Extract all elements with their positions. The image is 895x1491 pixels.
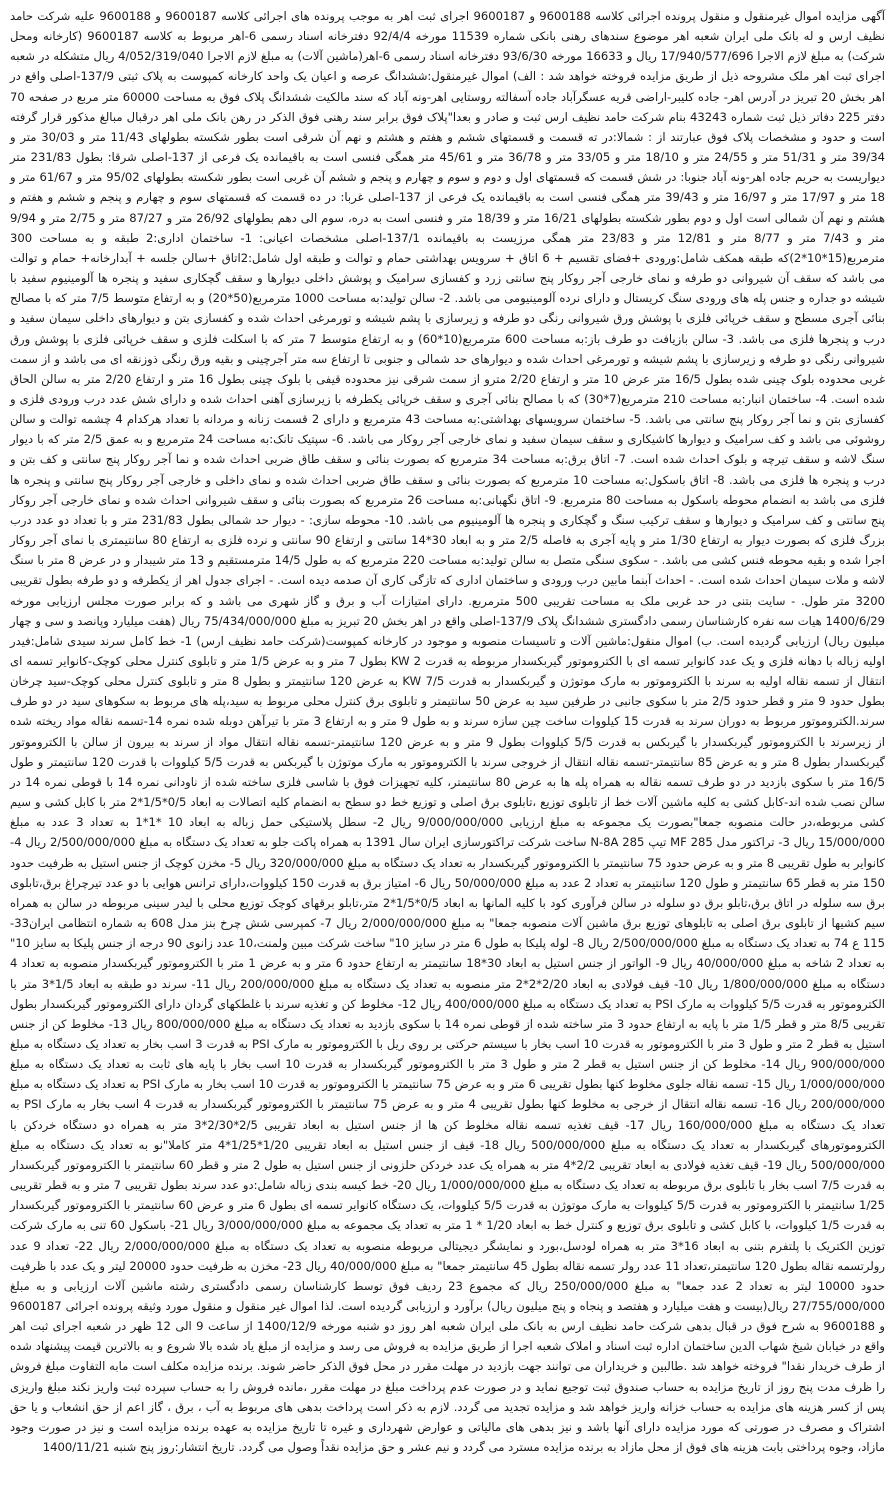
auction-notice-body: آگهی مزایده اموال غیرمنقول و منقول پرونده اجرائی کلاسه 9600188 و 9600187 اجرای ثبت اهر به موجب پرونده های اجرائی کلاسه 9600187 و 9600188 علیه شرکت حامد نظیف ارس و له بانک ملی ایران شعبه اهر موضوع سندهای رهنی بانکی شماره 11539 مورخه 92/4/4 دفترخانه اسناد رسمی 6-اهر مربوط به کلاسه 9600187 (کارخانه ومحل شرکت) به مبلغ لازم الاجرا 17/940/577/696 ریال و 16633 مورخه 93/6/30 دفترخانه اسناد رسمی 6-اهر(ماشین آلات) به مبلغ لازم الاجرا 4/052/319/040 ریال متشکله در شعبه اجرای ثبت اهر ملک مشروحه ذیل از طریق مزایده فروخته خواهد شد : الف) اموال غیرمنقول:ششدانگ عرصه و اعیان یک واحد کارخانه کمپوست به پلاک ثبتی 137/9-اصلی واقع در اهر بخش 20 تبریز در آدرس اهر- جاده کلیبر-اراضی قریه عسگرآباد جاده آسفالته روستایی اهر-ونه آباد که سند مالکیت ششدانگ پلاک فوق به مساحت 60000 متر مربع در صفحه 70 دفتر 225 دفاتر ذیل ثبت شماره 43243 بنام شرکت حامد نظیف ارس ثبت و صادر و بعدا"پلاک فوق برابر سند رهنی فوق الذکر در رهن بانک ملی اهر درقبال مبالغ مذکور قرار گرفته است و حدود و مشخصات پلاک فوق عبارتند از : شمالا:در ته قسمت و قسمتهای ششم و هفتم و هشتم و نهم آن شرقی است بطور شکسته بطولهای 11/43 متر و 30/03 متر و 39/34 متر و 51/31 متر و 24/55 متر و 18/10 متر و 33/05 متر و 36/78 متر و 45/61 متر همگی فنسی است به باقیمانده یک فرعی از 137-اصلی شرقا: بطول 231/83 متر دیواریست به حریم جاده اهر-ونه آباد جنوبا: در شش قسمت که قسمتهای اول و دوم و سوم و چهارم و پنجم و ششم آن غربی است بطور شکسته بطولهای 95/02 متر و 61/67 متر و 18 متر و 17/97 متر و 16/97 متر و 39/43 متر همگی فنسی است به باقیمانده یک فرعی از 137-اصلی غربا: در ده قسمت که قسمتهای سوم و چهارم و پنجم و ششم و هفتم و هشتم و نهم آن شمالی است اول و دوم بطور شکسته بطولهای 16/21 متر و 18/39 متر و فنسی است به دره، سوم الی دهم بطولهای 26/92 متر و 87/27 متر و 2/75 متر و 9/94 متر و 7/43 متر و 8/77 متر و 12/81 متر و 23/83 متر همگی مرزیست به باقیمانده 137/1-اصلی مشخصات اعیانی: 1- ساختمان اداری:2 طبقه و به مساحت 300 مترمربع(15*10*2)که طبقه همکف شامل:ورودی +فضای تقسیم + 6 اتاق + سرویس بهداشتی حمام و توالت و طبقه اول شامل:2اتاق +سالن جلسه + آبدارخانه+ حمام و توالت می باشد که سقف آن شیروانی دو طرفه و نمای خارجی آجر روکار پنج سانتی زرد و کفسازی سرامیک و پوشش داخلی دیوارها و سقف گچکاری سفید و پنجره ها آلومینیوم سفید با شیشه دو جداره و جنس پله های ورودی سنگ کریستال و دارای نرده آلومینیومی می باشد. 2- سالن تولید:به مساحت 1000 مترمربع(50*20) و به ارتفاع متوسط 7/5 متر که با مصالح بنائی آجری مسطح و سقف خرپائی فلزی با پوشش ورق شیروانی رنگی دو طرفه و زیرسازی با پشم شیشه و تورمرغی احداث شده و کفسازی بتن و دیوارهای داخلی سیمان سفید و درب و پنجرها فلزی می باشد. 3- سالن بازیافت دو طرف باز:به مساحت 600 مترمربع(10*60) و به ارتفاع متوسط 7 متر که با اسکلت فلزی و سقف خرپائی فلزی با پوشش ورق شیروانی رنگی دو طرفه و زیرسازی با پشم شیشه و تورمرغی احداث شده و دیوارهای حد شمالی و جنوبی تا ارتفاع سه متر آجرچینی و بقیه ورق رنگی ذوزنقه ای می باشد و از سمت غربی محدوده بلوک چینی شده بطول 16/5 متر عرض 10 متر و ارتفاع 2/20 مترو از سمت شرقی نیز محدوده قیفی با بلوک چینی بطول 16 متر و ارتفاع 2/20 متر به سالن الحاق شده است. 4- ساختمان انبار:به مساحت 210 مترمربع(7*30) که با مصالح بنائی آجری و سقف خرپائی یکطرفه با زیرسازی آهنی احداث شده و دارای شش عدد درب ورودی فلزی و کفسازی بتن و نما آجر روکار پنج سانتی می باشد. 5- ساختمان سرویسهای بهداشتی:به مساحت 43 مترمربع و دارای 2 قسمت زنانه و مردانه با تعداد هرکدام 4 چشمه توالت و سالن روشوئی می باشد و کف سرامیک و دیوارها کاشیکاری و سقف سیمان سفید و نمای خارجی آجر روکار می باشد. 6- سپتیک تانک:به مساحت 24 مترمربع و به عمق 2/5 متر که با دیوار سنگ لاشه و سقف تیرچه و بلوک احداث شده است. 7- اتاق برق:به مساحت 34 مترمربع که بصورت بنائی و سقف طاق ضربی احداث شده و نما آجر روکار پنج سانتی و کف بتن و درب و پنجره ها فلزی می باشد. 8- اتاق باسکول:به مساحت 10 مترمربع که بصورت بنائی و سقف طاق ضربی احداث شده و نمای داخلی و خارجی آجر روکار پنج سانتی و پنجره ها فلزی می باشد به انضمام محوطه باسکول به مساحت 80 مترمربع. 9- اتاق نگهبانی:به مساحت 26 مترمربع که بصورت بنائی و سقف شیروانی احداث شده و نمای خارجی آجر روکار پنج سانتی و کف سرامیک و دیوارها و سقف ترکیب سنگ و گچکاری و پنجره ها آلومینیوم می باشد. 10- محوطه سازی: - دیوار حد شمالی بطول 231/83 متر و با تعداد دو عدد درب بزرگ فلزی که بصورت دیوار به ارتفاع 1/30 متر و پایه آجری به فاصله 2/5 متر و به ابعاد 30*14 سانتی و ارتفاع 90 سانتی و نرده فلزی به ارتفاع 80 سانتیمتری با نمای آجر روکار اجرا شده و بقیه محوطه فنس کشی می باشد. - سکوی سنگی متصل به سالن تولید:به مساحت 220 مترمربع که به طول 14/5 مترمستقیم و 13 متر شیبدار و در عرض 8 متر با سنگ لاشه و ملات سیمان احداث شده است. - احداث آبنما مابین درب ورودی و ساختمان اداری که تازگی کاری آن صدمه دیده است. - اجرای جدول اهر از یکطرفه و دو طرفه بطول تقریبی 3200 متر طول. - سایت بتنی در حد غربی ملک به مساحت تقریبی 500 مترمربع. دارای امتیازات آب و برق و گاز شهری می باشد و که برابر صورت مجلس ارزیابی مورخه 1400/6/29 هیات سه نفره کارشناسان رسمی دادگستری ششدانگ پلاک 137/9-اصلی واقع در اهر بخش 20 تبریز به مبلغ 75/434/000/000 ریال (هفت میلیارد وپانصد و سی و چهار میلیون ریال) ارزیابی گردیده است. ب) اموال منقول:ماشین آلات و تاسیسات منصوبه و موجود در کارخانه کمپوست(شرکت حامد نظیف ارس) 1- خط کامل سرند سیدی شامل:فیدر اولیه زباله با دهانه فلزی و یک عدد کانوایر تسمه ای با الکتروموتور گیربکسدار مربوطه به قدرت 2 KW بطول 7 متر و به عرض 1/5 متر و تابلوی کنترل محلی کوچک-کانوایر تسمه ای انتقال از تسمه نقاله اولیه به سرند با الکتروموتور به مارک موتوژن و گیربکسدار به قدرت 7/5 KW به عرض 120 سانتیمتر و بطول 8 متر و تابلوی کنترل محلی کوچک-سید چرخان بطول حدود 9 متر و قطر حدود 2/5 متر با سکوی جانبی در طرفین سید به عرض 50 سانتیمتر و تابلوی برق کنترل محلی مربوط به سید،پله های مربوط به سکوهای سید در دو طرف سرند.الکتروموتور مربوط به دوران سرند به قدرت 15 کیلووات ساخت چین سازه سرند و به طول 9 متر و به ارتفاع 3 متر با تیرآهن دوبله شده نمره 14-تسمه نقاله مواد ریخته شده از زیرسرند با الکتروموتور گیربکسدار با گیربکس به قدرت 5/5 کیلووات بطول 9 متر و به عرض 120 سانتیمتر-تسمه نقاله انتقال مواد از سرند به بیرون از سالن با الکتروموتور گیربکسدار بطول 8 متر و به عرض 85 سانتیمتر-تسمه نقاله انتقال از خروجی سرند با الکتروموتور به مارک موتوژن با گیربکس به قدرت 5/5 کیلووات با قدرت 120 سانتیمتر و طول 16/5 متر با سکوی بازدید در دو طرف تسمه نقاله به همراه پله ها به عرض 80 سانتیمتر، کلیه تجهیزات فوق با شاسی فلزی ساخته شده از ناودانی نمره 14 با قوطی نمره 14 در سالن نصب شده اند-کابل کشی به کلیه ماشین آلات خط از تابلوی توزیع ،تابلوی برق اصلی و توزیع خط دو سطح به انضمام کلیه اتصالات به ابعاد 0/5*1/5*2 متر با کابل کشی و سیم کشی مربوطه،در حالت منصوبه جمعا"بصورت یک مجموعه به مبلغ ارزیابی 9/000/000/000 ریال 2- سطل پلاستیکی حمل زباله به ابعاد 10 *1*1 به تعداد 3 عدد به مبلغ 15/000/000 ریال 3- تراکتور مدل MF 285 تیپ N-8A 285 ساخت شرکت تراکتورسازی ایران سال 1391 به همراه پاکت جلو به تعداد یک دستگاه به مبلغ 2/500/000/000 ریال 4- کانوایر به طول تقریبی 8 متر و به عرض حدود 75 سانتیمتر با الکتروموتور گیربکسدار به تعداد یک دستگاه به مبلغ 320/000/000 ریال 5- مخزن کوچک از جنس استیل به ظرفیت حدود 150 متر به قطر 65 سانتیمتر و طول 120 سانتیمتر به تعداد 2 عدد به مبلغ 50/000/000 ریال 6- امتیاز برق به قدرت 150 کیلووات،دارای ترانس هوایی با دو عدد تیرچراغ برق،تابلوی برق سه سلوله در اتاق برق،تابلو برق دو سلوله در سالن فرآوری کود با کلیه المانها به ابعاد 0/5*1/5*2 متر،تابلو برقهای کوچک توزیع محلی با لیدر سینی مربوطه در سالن به همراه سیم کشیها از تابلوی برق اصلی به تابلوهای توزیع برق ماشین آلات منصوبه جمعا" به مبلغ 2/000/000/000 ریال 7- کمپرسی شش چرخ بنز مدل 608 به شماره انتظامی ایران33-115 ع 74 به تعداد یک دستگاه به مبلغ 2/500/000/000 ریال 8- لوله پلیکا به طول 6 متر در سایز 10" ساخت شرکت مبین ولمنت،10 عدد زانوی 90 درجه از جنس پلیکا به سایز 10" به تعداد 2 شاخه به مبلغ 40/000/000 ریال 9- الواتور از جنس استیل به ابعاد 30*18 سانتیمتر به ارتفاع حدود 6 متر و به عرض 1 متر با الکتروموتور گیربکسدار منصوبه به تعداد 4 دستگاه به مبلغ 1/800/000/000 ریال 10- قیف فولادی به ابعاد 2/20*2*2 متر منصوبه به تعداد یک دستگاه به مبلغ 200/000/000 ریال 11- سرند دو طبقه به ابعاد 1/5*3 متر با الکتروموتور به قدرت 5/5 کیلووات به مارک PSI به تعداد یک دستگاه به مبلغ 400/000/000 ریال 12- مخلوط کن و تغذیه سرند با غلطکهای گردان دارای الکتروموتور گیربکسدار بطول تقریبی 8/5 متر و قطر 1/5 متر با پایه به ارتفاع حدود 3 متر ساخته شده از قوطی نمره 14 با سکوی بازدید به تعداد یک دستگاه به مبلغ 800/000/000 ریال 13- مخلوط کن از جنس استیل به قطر 2 متر و طول 3 متر با الکتروموتور به قدرت 10 اسب بخار با سیستم حرکتی بر روی ریل با الکتروموتور به مارک PSI به قدرت 3 اسب بخار به تعداد یک دستگاه به مبلغ 900/000/000 ریال 14- مخلوط کن از جنس استیل به قطر 2 متر و طول 3 متر با الکتروموتور گیربکسدار به قدرت 10 اسب بخار با پایه های ثابت به تعداد یک دستگاه به مبلغ 1/000/000/000 ریال 15- تسمه نقاله جلوی مخلوط کنها بطول تقریبی 6 متر و به عرض 75 سانتیمتر با الکتروموتور به قدرت 10 اسب بخار به مارک PSI به تعداد یک دستگاه به مبلغ 200/000/000 ریال 16- تسمه نقاله انتقال از خرجی به مخلوط کنها بطول تقریبی 4 متر و به عرض 75 سانتیمتر با الکتروموتور گیربکسدار به قدرت 4 اسب بخار به مارک PSI به تعداد یک دستگاه به مبلغ 160/000/000 ریال 17- قیف تغذیه تسمه نقاله مخلوط کن ها از جنس استیل به ابعاد تقریبی 2/5*2/30*3 متر به همراه دو دستگاه خردکن با الکتروموتورهای گیربکسدار به تعداد یک دستگاه به مبلغ 500/000/000 ریال 18- قیف از جنس استیل به ابعاد تقریبی 1/20*1/25*4 متر کاملا"نو به تعداد یک دستگاه به مبلغ 500/000/000 ریال 19- قیف تغذیه فولادی به ابعاد تقریبی 2/2*4 متر به همراه یک عدد خردکن حلزونی از جنس استیل به طول 2 متر و قطر 60 سانتیمتر با الکتروموتور گیربکسدار به قدرت 7/5 اسب بخار با تابلوی برق مربوطه به تعداد یک دستگاه به مبلغ 1/000/000/000 ریال 20- خط کیسه بندی زباله شامل:دو عدد سرند بطول تقریبی 7 متر و به قطر تقریبی 1/25 سانتیمتر با الکتروموتور به قدرت 5/5 کیلووات به مارک موتوژن به قدرت 5/5 کیلووات، یک دستگاه کانوایر تسمه ای بطول 6 متر و عرض 60 سانتیمتر با الکتروموتور گیربکسدار به قدرت 1/5 کیلووات، با کابل کشی و تابلوی برق توزیع و کنترل خط به ابعاد 1/20 * 1 متر به تعداد یک مجموعه به مبلغ 3/000/000/000 ریال 21- باسکول 60 تنی به مارک شرکت توزین الکتریک با پلتفرم بتنی به ابعاد 16*3 متر به همراه لودسل،بورد و نمایشگر دیجیتالی مربوطه منصوبه به تعداد یک دستگاه به مبلغ 2/000/000/000 ریال 22- تعداد 9 عدد رولرتسمه نقاله بطول 120 سانتیمتر،تعداد 11 عدد رولر تسمه نقاله بطول 45 سانتیمتر جمعا" به مبلغ 40/000/000 ریال 23- مخزن به ظرفیت حدود 20000 لیتر و یک عدد با ظرفیت حدود 10000 لیتر به تعداد 2 عدد جمعا" به مبلغ 250/000/000 ریال که مجموع 23 ردیف فوق توسط کارشناسان رسمی دادگستری رشته ماشین آلات ارزیابی و به مبلغ 27/755/000/000 ریال(بیست و هفت میلیارد و هفتصد و پنجاه و پنج میلیون ریال) برآورد و ارزیابی گردیده است. لذا اموال غیر منقول و منقول مورد وثیقه پرونده اجرائی 9600187 و 9600188 به شرح فوق در قبال بدهی شرکت حامد نظیف ارس به بانک ملی ایران شعبه اهر روز دو شنبه مورخه 1400/12/9 از ساعت 9 الی 12 ظهر در شعبه اجرای ثبت اهر واقع در خیابان شیخ شهاب الدین ساختمان اداره ثبت اسناد و املاک شعبه اجرا از طریق مزایده به فروش می رسد و مزایده از مبلغ یاد شده بالا شروع و به بالاترین قیمت پیشنهاد شده از طرف خریدار نقدا" فروخته خواهد شد .طالبین و خریداران می توانند جهت بازدید در مهلت مقرر در محل فوق الذکر حاضر شوند. برنده مزایده مکلف است مابه التفاوت مبلغ فروش را ظرف مدت پنج روز از تاریخ مزایده به حساب صندوق ثبت توجیع نماید و در صورت عدم پرداخت مبلغ در مهلت مقرر ،مانده فروش را به حساب سپرده ثبت واریز نکند مبلغ واریزی پس از کسر هزینه های مزایده به حساب خزانه واریز خواهد شد و مزایده تجدید می گردد. لازم به ذکر است پرداخت بدهی های مربوط به آب ، برق ، گاز اعم از حق انشعاب و یا حق اشتراک و مصرف در صورتی که مورد مزایده دارای آنها باشد و نیز بدهی های مالیاتی و عوارض شهرداری و غیره تا تاریخ مزایده به عهده برنده مزایده است و نیز در صورت وجود مازاد، وجوه پرداختی بابت هزینه های فوق از محل مازاد به برنده مزایده مسترد می گردد و نیم عشر و حق مزایده نقداً وصول می گردد. تاریخ انتشار:روز پنج شنبه 1400/11/21 bbox=[10, 9, 886, 1455]
